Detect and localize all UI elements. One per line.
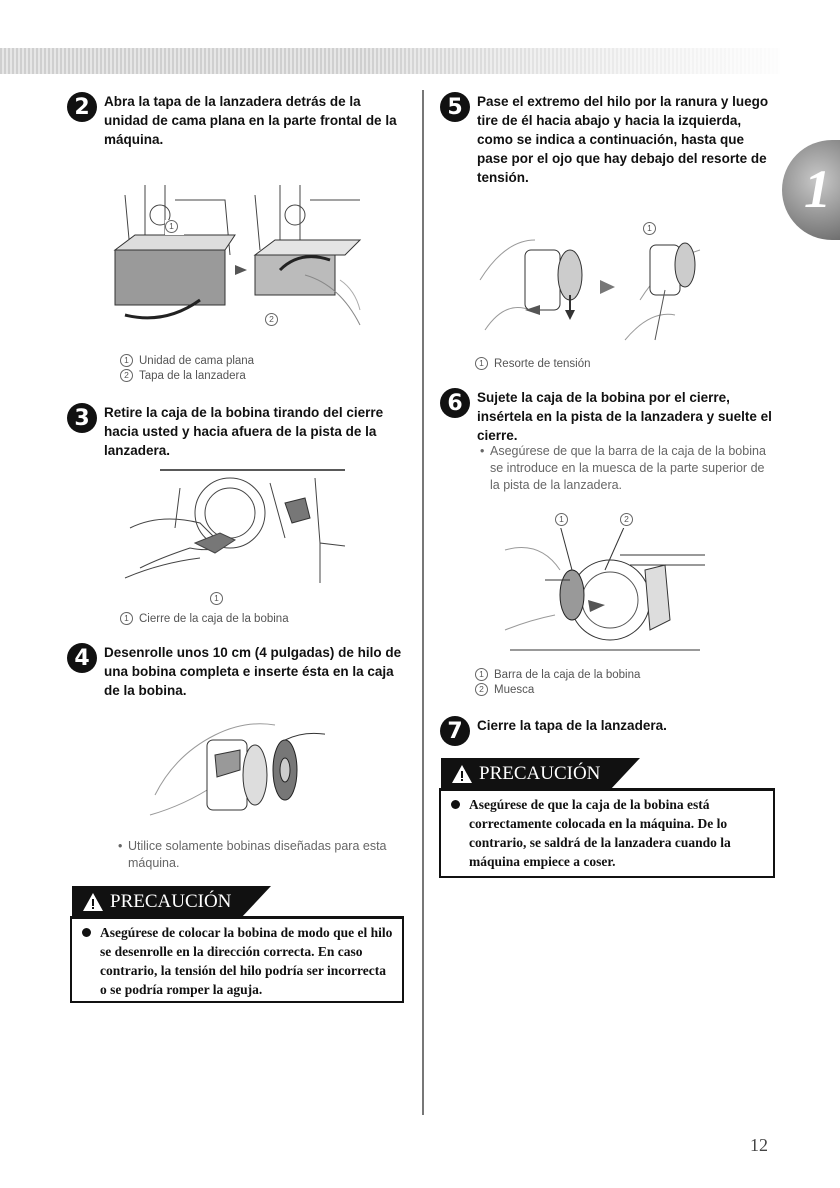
step-text: Sujete la caja de la bobina por el cierre, insértela en la pista de la lanzadera y suelte el cierre.: [477, 390, 772, 443]
callout-2: 2: [620, 513, 639, 528]
caution-text: Asegúrese de colocar la bobina de modo que el hilo se desenrolle en la dirección correcta. En caso contrario, la tensión del hilo podría ser incorrecta o se podría romper la aguja.: [100, 925, 393, 997]
step-number: 4: [67, 643, 97, 673]
caution-header-right: PRECAUCIÓN: [441, 758, 610, 790]
callout-1: 1: [165, 220, 184, 235]
caption-item: 1 Barra de la caja de la bobina: [475, 668, 640, 683]
step-text: Cierre la tapa de la lanzadera.: [477, 718, 667, 733]
thread-tension-spring-illustration: [475, 220, 715, 350]
header-band: [0, 48, 780, 74]
step-text: Desenrolle unos 10 cm (4 pulgadas) de hilo de una bobina completa e inserte ésta en la caja de la bobina.: [104, 645, 402, 698]
callout-2: 2: [265, 313, 284, 328]
step-number: 6: [440, 388, 470, 418]
column-divider: [422, 90, 424, 1115]
step-number: 7: [440, 716, 470, 746]
warning-icon: [451, 764, 473, 784]
warning-icon: [82, 892, 104, 912]
note-bobbin-case-bar: • Asegúrese de que la barra de la caja de la bobina se introduce en la muesca de la parte superior de la pista de la lanzadera.: [480, 444, 766, 492]
bobbin-case-insertion-illustration: [500, 520, 710, 660]
caution-box-left: [70, 916, 404, 1003]
step-text: Retire la caja de la bobina tirando del cierre hacia usted y hacia afuera de la pista de la lanzadera.: [104, 405, 384, 458]
bobbin-case-removal-illustration: [120, 468, 350, 593]
caution-text: Asegúrese de que la caja de la bobina está correctamente colocada en la máquina. De lo contrario, se saldrá de la lanzadera cuando la máquina empiece a coser.: [469, 797, 731, 869]
flatbed-unit-illustration: [105, 175, 365, 340]
caution-header-left: PRECAUCIÓN: [72, 886, 241, 918]
caption-item: 1 Unidad de cama plana: [120, 354, 254, 369]
callout-1: 1: [210, 592, 229, 607]
chapter-number: 1: [804, 159, 831, 219]
bobbin-insertion-illustration: [145, 715, 325, 825]
caption-item: 1 Cierre de la caja de la bobina: [120, 612, 289, 627]
step-text: Abra la tapa de la lanzadera detrás de la unidad de cama plana en la parte frontal de la máquina.: [104, 94, 397, 147]
note-bobbins: • Utilice solamente bobinas diseñadas para esta máquina.: [118, 839, 387, 870]
step-number: 5: [440, 92, 470, 122]
page-number: 12: [750, 1135, 768, 1155]
step-number: 2: [67, 92, 97, 122]
callout-1: 1: [643, 222, 662, 237]
chapter-tab: [782, 140, 840, 240]
step-text: Pase el extremo del hilo por la ranura y luego tire de él hacia abajo y hacia la izquierda, como se indica a continuación, hasta que pase por el ojo que hay debajo del resorte de tensión.: [477, 94, 769, 185]
caption-item: 2 Muesca: [475, 683, 534, 698]
caption-item: 1 Resorte de tensión: [475, 357, 591, 372]
caution-box-right: [439, 788, 775, 878]
callout-1: 1: [555, 513, 574, 528]
caption-item: 2 Tapa de la lanzadera: [120, 369, 246, 384]
step-number: 3: [67, 403, 97, 433]
